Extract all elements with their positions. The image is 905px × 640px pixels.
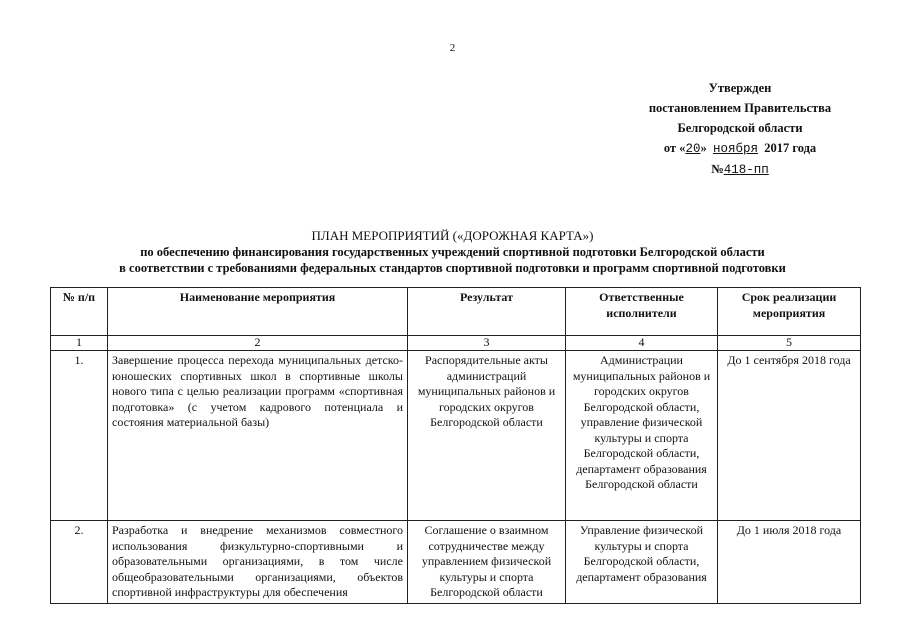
approval-date xyxy=(590,138,890,159)
row-activity: Завершение процесса перехода муниципальных детско-юношеских спортивных школ в спортивные школы нового типа с целью реализации программ «спортивная подготовка» (с учетом кадрового потенциала и состояния материальной базы) xyxy=(108,351,408,521)
row-responsible: Администрации муниципальных районов и городских округов Белгородской области, управление физической культуры и спорта Белгородской области, департамент образования Белгородской области xyxy=(566,351,718,521)
number-value: 418-пп xyxy=(723,163,769,177)
header-deadline: Срок реализации мероприятия xyxy=(718,288,861,336)
column-number: 3 xyxy=(408,336,566,351)
row-number: 1. xyxy=(51,351,108,521)
page-number: 2 xyxy=(449,42,456,54)
date-month: ноября xyxy=(712,142,758,156)
column-number: 2 xyxy=(108,336,408,351)
header-responsible: Ответственные исполнители xyxy=(566,288,718,336)
row-result: Распорядительные акты администраций муниципальных районов и городских округов Белгородской области xyxy=(408,351,566,521)
row-activity: Разработка и внедрение механизмов совместного использования физкультурно-спортивными и образовательными организациями, в том числе общеобразовательными организациями, объектов спортивной инфраструктуры для обеспечения xyxy=(108,521,408,604)
approval-number xyxy=(590,159,890,180)
table-row xyxy=(51,351,861,521)
row-deadline: До 1 сентября 2018 года xyxy=(718,351,861,521)
column-number: 5 xyxy=(718,336,861,351)
approval-stamp xyxy=(590,78,890,180)
title-subtitle-1: по обеспечению финансирования государственных учреждений спортивной подготовки Белгородской области xyxy=(140,245,765,259)
table-row xyxy=(51,521,861,604)
title-subtitle-2: в соответствии с требованиями федеральных стандартов спортивной подготовки и программ спортивной подготовки xyxy=(119,261,786,275)
table-column-numbers-row xyxy=(51,336,861,351)
row-responsible: Управление физической культуры и спорта Белгородской области, департамент образования xyxy=(566,521,718,604)
header-number: № п/п xyxy=(51,288,108,336)
approval-line-approved: Утвержден xyxy=(708,81,772,95)
date-year: 2017 года xyxy=(764,141,817,155)
table-header-row xyxy=(51,288,861,336)
column-number: 4 xyxy=(566,336,718,351)
row-result: Соглашение о взаимном сотрудничестве между управлением физической культуры и спорта Белгородской области xyxy=(408,521,566,604)
date-mid: » xyxy=(700,141,707,155)
header-result: Результат xyxy=(408,288,566,336)
row-deadline: До 1 июля 2018 года xyxy=(718,521,861,604)
approval-line-resolution: постановлением Правительства xyxy=(648,101,832,115)
row-number: 2. xyxy=(51,521,108,604)
column-number: 1 xyxy=(51,336,108,351)
header-activity: Наименование мероприятия xyxy=(108,288,408,336)
title-main: ПЛАН МЕРОПРИЯТИЙ («ДОРОЖНАЯ КАРТА») xyxy=(311,228,594,243)
date-day: 20 xyxy=(685,142,701,156)
document-title xyxy=(0,228,905,276)
approval-line-region: Белгородской области xyxy=(677,121,803,135)
date-prefix: от « xyxy=(663,141,686,155)
number-prefix: № xyxy=(711,162,724,176)
roadmap-table xyxy=(50,287,861,604)
